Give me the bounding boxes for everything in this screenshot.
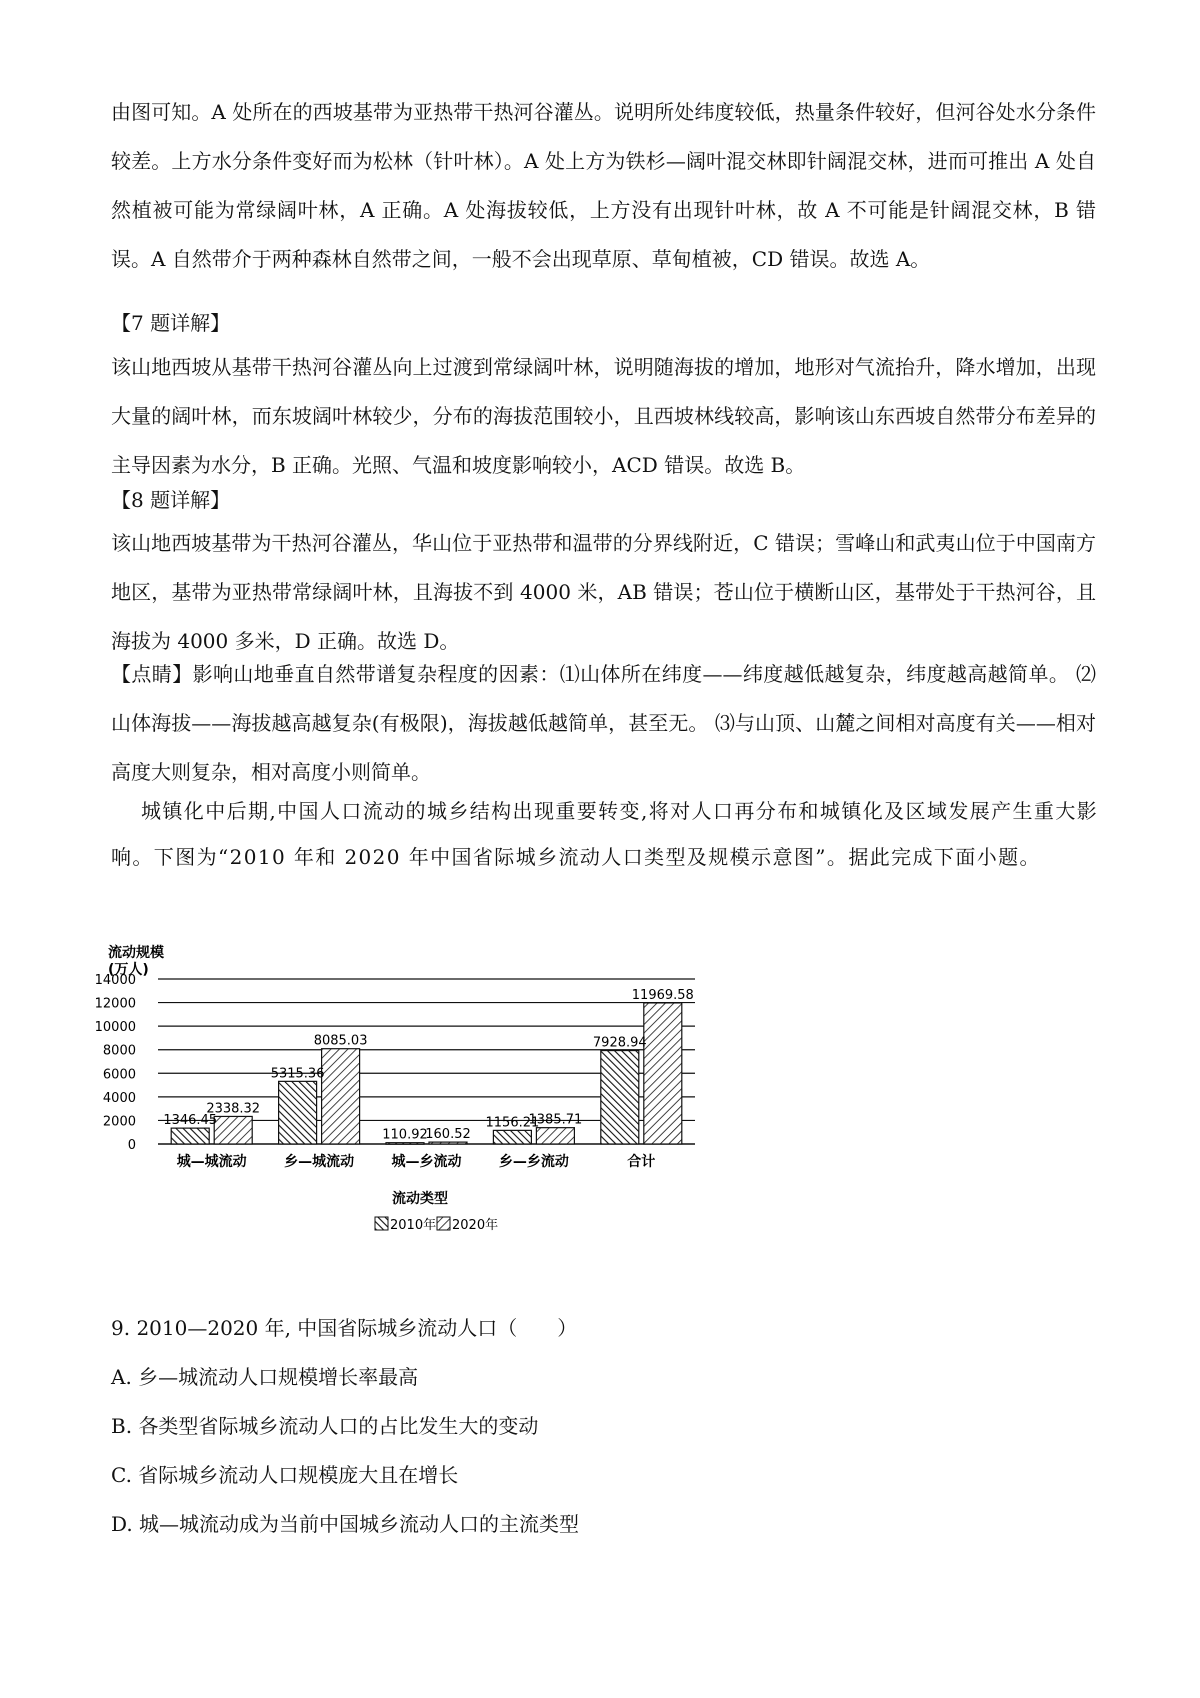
bar-2020 [536,1128,574,1144]
y-tick-label: 2000 [102,1114,136,1130]
bar-2010 [493,1130,531,1144]
bar-value-label: 7928.94 [592,1035,647,1051]
option-c: C. 省际城乡流动人口规模庞大且在增长 [111,1463,459,1487]
x-category-label: 乡—城流动 [284,1154,355,1170]
tip-paragraph: 【点睛】影响山地垂直自然带谱复杂程度的因素：⑴山体所在纬度——纬度越低越复杂，纬度越高越简单。 ⑵山体海拔——海拔越高越复杂(有极限)，海拔越低越简单，甚至无。 ⑶与山顶、山麓之间相对高度有关——相对高度大则复杂，相对高度小则简单。 [111,662,1096,784]
bar-2010 [601,1051,639,1144]
bar-2020 [322,1049,360,1144]
bar-value-label: 5315.36 [270,1066,325,1082]
bar-value-label: 160.52 [425,1127,471,1143]
explanation-paragraph-6: 由图可知。A 处所在的西坡基带为亚热带干热河谷灌丛。说明所处纬度较低，热量条件较好，但河谷处水分条件较差。上方水分条件变好而为松林（针叶林）。A 处上方为铁杉—阔叶混交林即针阔混交林，进而可推出 A 处自然植被可能为常绿阔叶林，A 正确。A 处海拔较低，上方没有出现针叶林，故 A 不可能是针阔混交林，B 错误。A 自然带介于两种森林自然带之间，一般不会出现草原、草甸植被，CD 错误。故选 A。 [111,100,1096,271]
x-category-label: 城—城流动 [176,1154,247,1170]
x-axis-categories [177,1153,656,1170]
y-tick-label: 8000 [102,1043,136,1059]
x-category-label: 合计 [627,1154,656,1170]
y-tick-label: 12000 [94,996,136,1012]
explanation-paragraph-7: 该山地西坡从基带干热河谷灌丛向上过渡到常绿阔叶林，说明随海拔的增加，地形对气流抬升，降水增加，出现大量的阔叶林，而东坡阔叶林较少，分布的海拔范围较小，且西坡林线较高，影响该山东西坡自然带分布差异的主导因素为水分，B 正确。光照、气温和坡度影响较小，ACD 错误。故选 B。 [111,355,1096,477]
question-9-stem: 9. 2010—2020 年, 中国省际城乡流动人口（ ） [111,1316,578,1340]
x-category-label: 乡—乡流动 [498,1154,569,1170]
bar-2020 [429,1142,467,1144]
bar-value-label: 1385.71 [528,1112,583,1128]
bar-value-label: 11969.58 [631,987,694,1003]
bar-value-label: 2338.32 [206,1101,261,1117]
legend-label-2020: 2020年 [452,1218,499,1233]
x-axis-title: 流动类型 [392,1191,448,1207]
option-d: D. 城—城流动成为当前中国城乡流动人口的主流类型 [111,1512,580,1536]
option-a: A. 乡—城流动人口规模增长率最高 [111,1365,419,1389]
y-tick-label: 0 [127,1138,136,1153]
y-tick-label: 6000 [102,1067,136,1083]
bar-chart [94,940,720,1240]
bar-2020 [214,1116,252,1144]
question-8-heading: 【8 题详解】 [111,488,231,512]
y-tick-label: 14000 [94,973,136,988]
x-category-label: 城—乡流动 [391,1154,462,1170]
material-intro: 城镇化中后期,中国人口流动的城乡结构出现重要转变,将对人口再分布和城镇化及区域发展产生重大影响。下图为“2010 年和 2020 年中国省际城乡流动人口类型及规模示意图”。据此完成下面小题。 [111,799,1099,869]
y-tick-label: 4000 [102,1090,136,1106]
bar-2020 [644,1003,682,1144]
option-b: B. 各类型省际城乡流动人口的占比发生大的变动 [111,1414,539,1438]
legend-label-2010: 2010年 [390,1218,437,1233]
y-tick-label: 10000 [94,1020,136,1036]
y-axis-title: 流动规模 [108,945,164,961]
legend [375,1217,498,1233]
explanation-paragraph-8: 该山地西坡基带为干热河谷灌丛，华山位于亚热带和温带的分界线附近，C 错误；雪峰山和武夷山位于中国南方地区，基带为亚热带常绿阔叶林，且海拔不到 4000 米，AB 错误；苍山位于横断山区，基带处于干热河谷，且海拔为 4000 多米，D 正确。故选 D。 [111,531,1096,653]
legend-swatch-2010 [375,1217,388,1230]
bar-2010 [386,1143,424,1145]
bar-value-label: 1346.45 [163,1113,218,1129]
bar-value-label: 8085.03 [313,1033,368,1049]
bar-2010 [279,1081,317,1144]
y-axis-ticks [95,973,136,1153]
legend-swatch-2020 [437,1217,450,1230]
bar-value-label: 1156.21 [485,1115,540,1131]
bar-value-label: 110.92 [382,1127,428,1143]
bar-2010 [171,1128,209,1144]
y-axis-unit: (万人) [108,962,149,978]
question-7-heading: 【7 题详解】 [111,311,231,335]
